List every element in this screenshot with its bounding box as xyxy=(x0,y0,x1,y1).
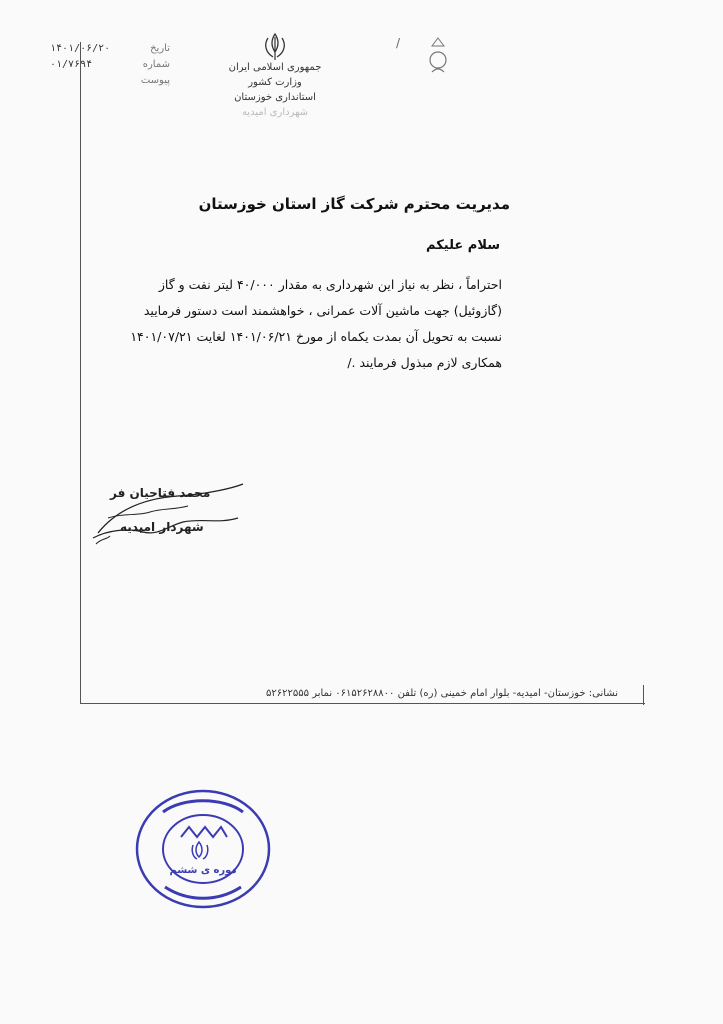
council-seal-stamp xyxy=(133,787,273,912)
header-line-ministry: وزارت کشور xyxy=(248,77,302,88)
corner-mark: / xyxy=(396,36,401,50)
signatory-name: محمد فتاحیان فر xyxy=(110,486,211,500)
attachment-label: پیوست xyxy=(140,74,170,86)
header-line-country: جمهوری اسلامی ایران xyxy=(228,62,322,73)
date-row xyxy=(50,40,170,56)
number-label: شماره xyxy=(142,58,170,70)
date-label: تاریخ xyxy=(150,42,170,54)
frame-line-bottom xyxy=(80,703,645,704)
paragraph-line: (گازوئیل) جهت ماشین آلات عمرانی ، خواهشمند است دستور فرمایید xyxy=(143,303,502,318)
stamp-inner-text: دوره ی ششم xyxy=(169,865,237,876)
greeting: سلام علیکم xyxy=(426,238,500,253)
header-line-municipality: شهرداری امیدیه xyxy=(241,107,309,118)
letter-paragraph xyxy=(62,272,502,376)
paragraph-line: احتراماً ، نظر به نیاز این شهرداری به مقدار ۴۰/۰۰۰ لیتر نفت و گاز xyxy=(158,277,502,292)
letter-meta xyxy=(50,40,170,88)
date-value: ۱۴۰۱/۰۶/۲۰ xyxy=(50,42,111,54)
number-value: ۰۱/۷۶۹۴ xyxy=(50,58,93,70)
header-line-province: استانداری خوزستان xyxy=(234,92,316,103)
recipient-line: مدیریت محترم شرکت گاز استان خوزستان xyxy=(198,195,510,213)
signatory-title: شهردار امیدیه xyxy=(120,520,204,534)
number-row xyxy=(50,56,170,72)
paragraph-line: نسبت به تحویل آن بمدت یکماه از مورخ ۱۴۰۱/۰۶/۲۱ لغایت ۱۴۰۱/۰۷/۲۱ xyxy=(130,329,502,344)
footer-address: نشانی: خوزستان- امیدیه- بلوار امام خمینی (ره) تلفن ۰۶۱۵۲۶۲۸۸۰۰ نمابر ۵۲۶۲۲۵۵۵ xyxy=(266,688,618,699)
municipality-logo-icon xyxy=(418,32,458,80)
attachment-row xyxy=(50,72,170,88)
iran-emblem-icon xyxy=(262,32,288,62)
paragraph-line: همکاری لازم مبذول فرمایند ./ xyxy=(347,355,502,370)
letterhead xyxy=(205,60,345,120)
frame-line-right-tick xyxy=(643,685,644,705)
